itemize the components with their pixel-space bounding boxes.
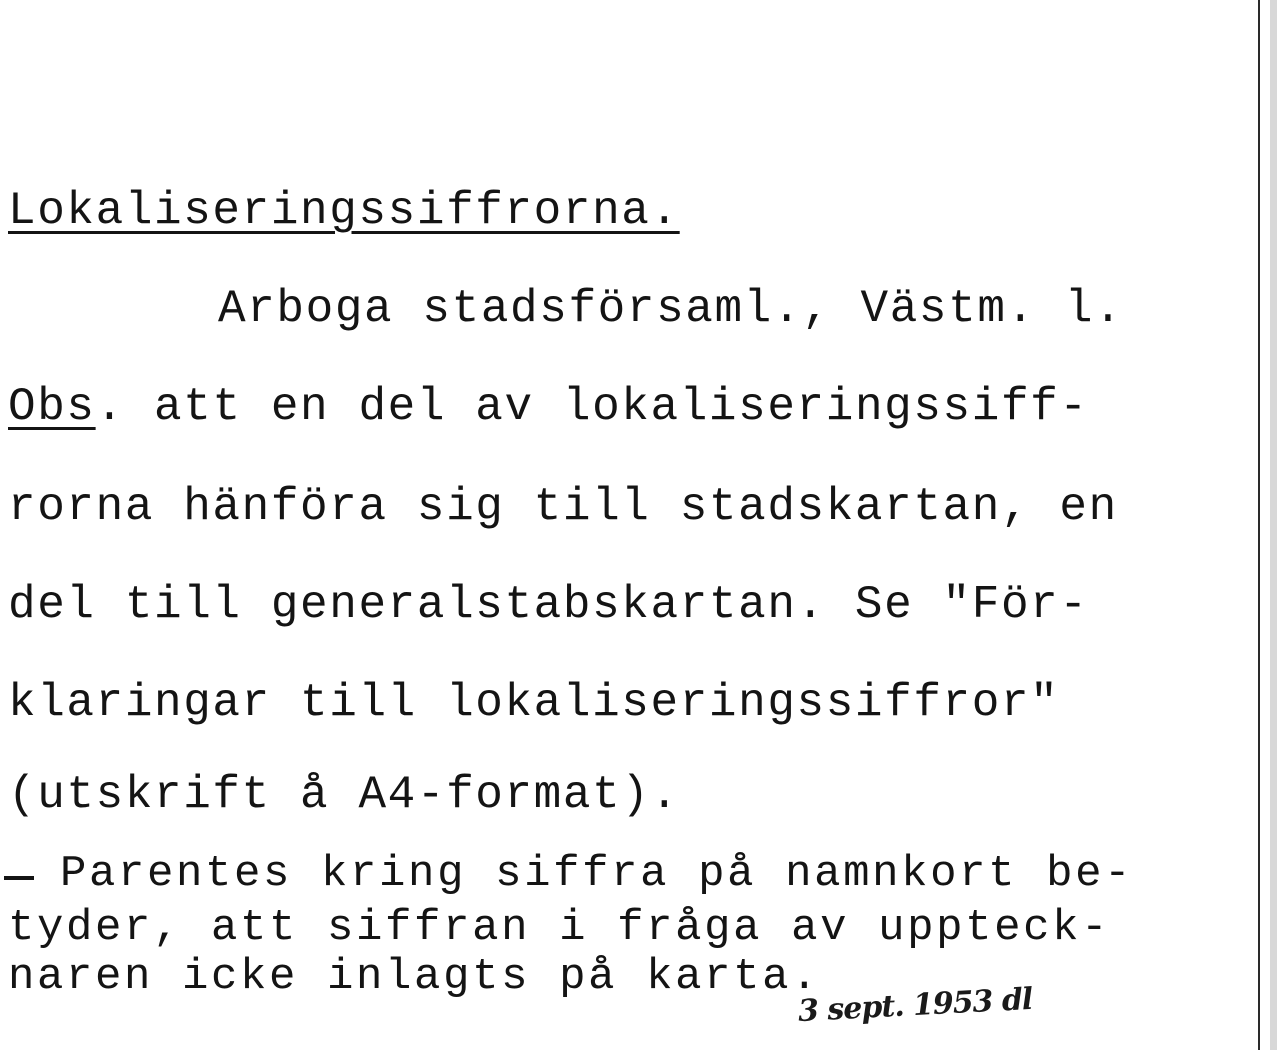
handwritten-signature: 3 sept. 1953 dl [797,981,1034,1030]
body-line-1: rorna hänföra sig till stadskartan, en [8,481,1118,533]
body-line-3: klaringar till lokaliseringssiffror" [8,677,1060,729]
note-line-1: Parentes kring siffra på namnkort be- [2,849,1134,899]
body-line-4: (utskrift å A4-format). [8,769,680,821]
body-line-2: del till generalstabskartan. Se "För- [8,579,1089,631]
obs-line-text: . att en del av lokaliseringssiff- [95,381,1089,433]
document-title: Lokaliseringssiffrorna. [8,185,680,237]
document-subtitle: Arboga stadsförsaml., Västm. l. [218,283,1124,335]
obs-label: Obs [8,381,96,433]
page-edge-line [1258,0,1260,1050]
obs-line [8,381,1089,433]
note-line-2: tyder, att siffran i fråga av uppteck- [8,903,1111,953]
note-line-3: naren icke inlagts på karta. [8,952,821,1002]
page-edge-margin [1270,0,1277,1050]
